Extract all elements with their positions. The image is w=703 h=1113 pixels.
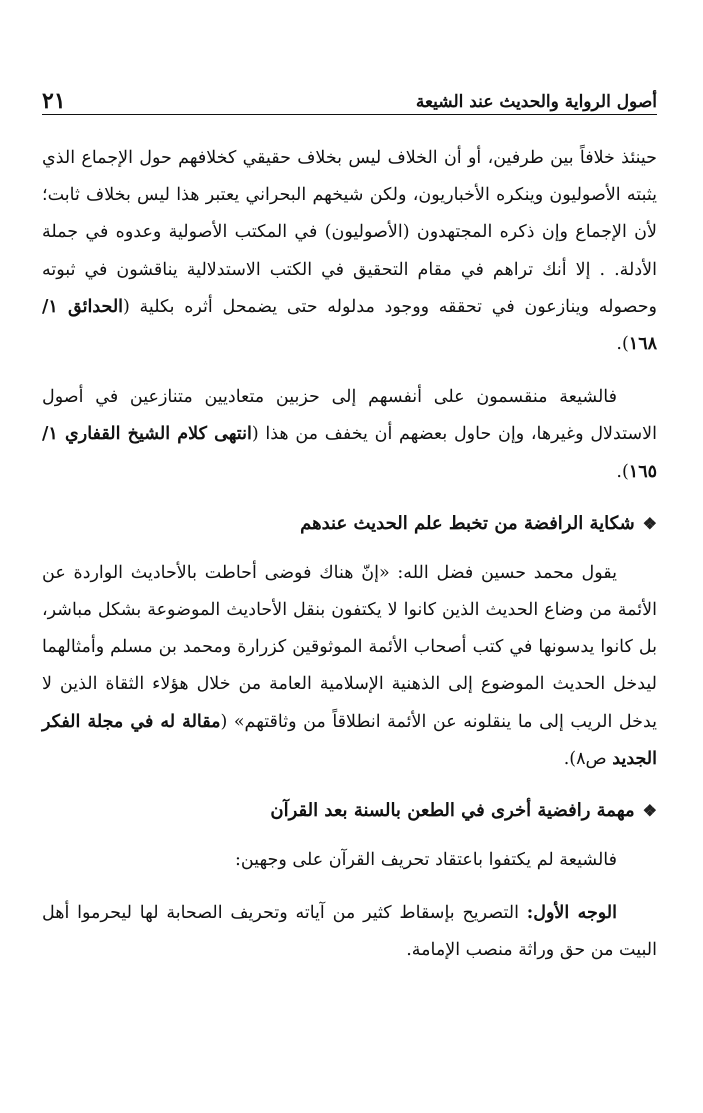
diamond-bullet-icon: ❖ <box>642 801 657 821</box>
paragraph-4: فالشيعة لم يكتفوا باعتقاد تحريف القرآن على وجهين: <box>234 850 617 871</box>
diamond-bullet-icon: ❖ <box>642 513 657 533</box>
paragraph-1-text: حينئذ خلافاً بين طرفين، أو أن الخلاف ليس بخلاف حقيقي كخلافهم حول الإجماع الذي يثبته الأصوليون وينكره الأخباريون، ولكن شيخهم البحراني يعتبر هذا ليس بخلاف ثابت؛ لأن الإجماع وإن ذكره المجتهدون (الأصوليون) في المكتب الأصولية وعدوه في جملة الأدلة. . إلا أنك تراهم في مقام التحقيق في الكتب الاستدلالية يناقشون في ثبوته وحصوله وينازعون في تحققه ووجود مدلوله حتى يضمحل أثره بكلية ( <box>42 148 657 317</box>
paragraph-1-end: ). <box>616 334 629 355</box>
paragraph-3 <box>42 555 657 778</box>
section-heading-2 <box>42 794 657 828</box>
paragraph-5 <box>42 895 657 969</box>
page-number: ٢١ <box>42 88 66 114</box>
paragraph-3-end: ص٨). <box>563 748 613 769</box>
paragraph-5-text: التصريح بإسقاط كثير من آياته وتحريف الصحابة لها ليحرموا أهل البيت من حق وراثة منصب الإمامة. <box>42 903 657 961</box>
citation-hadaiq: الحدائق ١/ ١٦٨ <box>42 296 657 355</box>
section-heading-1 <box>42 507 657 541</box>
paragraph-1 <box>42 140 657 363</box>
paragraph-5-label: الوجه الأول: <box>526 903 618 924</box>
citation-fikr-jadid: مقالة له في مجلة الفكر الجديد <box>42 711 657 769</box>
page-header <box>42 84 657 115</box>
paragraph-3-text: يقول محمد حسين فضل الله: «إنّ هناك فوضى أحاطت بالأحاديث الواردة عن الأئمة من وضاع الحديث الذين كانوا لا يكتفون بنقل الأحاديث الموضوعة بشكل مباشر، بل كانوا يدسونها في كتب أصحاب الأئمة الموثوقين كزرارة ومحمد بن مسلم وأمثالهما ليدخل الحديث الموضوع إلى الذهنية الإسلامية العامة من خلال هؤلاء الثقاة الذين لا يدخل الريب إلى ما ينقلونه عن الأئمة انطلاقاً من وثاقتهم» ( <box>42 562 657 732</box>
citation-qaffari: انتهى كلام الشيخ القفاري ١/ ١٦٥ <box>42 424 657 482</box>
running-title: أصول الرواية والحديث عند الشيعة <box>415 92 657 112</box>
section-heading-1-text: شكاية الرافضة من تخبط علم الحديث عندهم <box>300 512 635 534</box>
paragraph-2-end: ). <box>616 461 629 482</box>
paragraph-2 <box>42 379 657 491</box>
section-heading-2-text: مهمة رافضية أخرى في الطعن بالسنة بعد القرآن <box>270 800 635 822</box>
paragraph-2-text: فالشيعة منقسمون على أنفسهم إلى حزبين متعاديين متنازعين في أصول الاستدلال وغيرها، وإن حاول بعضهم أن يخفف من هذا ( <box>42 387 657 445</box>
page-body <box>42 140 657 986</box>
